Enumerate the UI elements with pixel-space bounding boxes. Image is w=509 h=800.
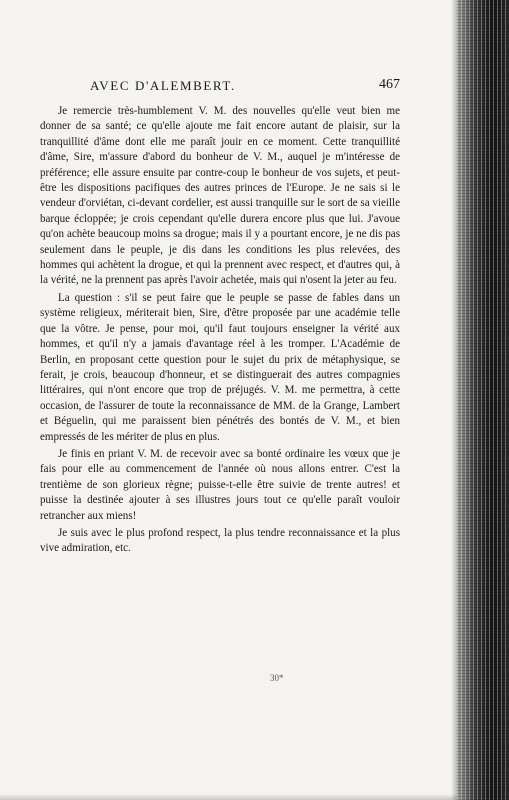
scan-edge-shadow [457, 0, 509, 800]
page-gutter-shadow [451, 0, 457, 800]
paragraph-3: Je finis en priant V. M. de recevoir avec sa bonté ordinaire les vœux que je fais pour elle au commencement de l'année où nous allons entrer. C'est la trentième de son glorieux règne; puisse-t-elle être suivie de trente autres! et puisse la destinée ajouter à ses illustres jours tout ce qu'elle paraît vouloir retrancher aux miens! [40, 447, 400, 522]
signature-mark: 30* [270, 673, 284, 683]
book-page [40, 78, 400, 557]
paragraph-2: La question : s'il se peut faire que le peuple se passe de fables dans un système religieux, mériterait bien, Sire, d'être proposée par une académie telle que la vôtre. Je pense, pour moi, qu'il faut toujours enseigner la vérité aux hommes, et qu'il n'y a jamais d'avantage réel à les tromper. L'Académie de Berlin, en proposant cette question pour le sujet du prix de métaphysique, se ferait, je crois, beaucoup d'honneur, et se distinguerait des autres compagnies littéraires, qui n'ont encore que trop de préjugés. V. M. me permettra, à cette occasion, de l'assurer de toute la reconnaissance de MM. de la Grange, Lambert et Béguelin, qui me paraissent bien pénétrés des bontés de V. M., et bien empressés de les mériter de plus en plus. [40, 291, 400, 443]
paragraph-1: Je remercie très-humblement V. M. des nouvelles qu'elle veut bien me donner de sa santé; ce qu'elle ajoute me fait encore autant de plaisir, sur la tranquillité d'âme dont elle me paraît jouir en ce moment. Cette tranquillité d'âme, Sire, m'assure d'abord du bonheur de V. M., auquel je m'intéresse de préférence; elle assure ensuite par contre-coup le bonheur de vos sujets, et peut-être les dispositions pacifiques des autres princes de l'Europe. Je ne sais si le vendeur d'orviétan, ci-devant cordelier, est aussi tranquille sur le sort de sa vieille barque écloppée; je crois cependant qu'elle durera encore plus que lui. J'avoue qu'on achète beaucoup moins sa drogue; mais il y a pourtant encore, je ne dis pas seulement dans le peuple, je dis dans les conditions les plus relevées, des hommes qui achètent la drogue, et qui la prennent avec respect, et d'autres qui, à la vérité, ne la prennent pas après l'avoir achetée, mais qui n'osent la jeter au feu. [40, 105, 400, 287]
running-head [40, 78, 400, 98]
bottom-edge-shadow [0, 794, 457, 800]
running-title: AVEC D'ALEMBERT. [90, 78, 236, 93]
page-number: 467 [379, 77, 400, 92]
paragraph-4: Je suis avec le plus profond respect, la plus tendre reconnaissance et la plus vive admiration, etc. [40, 526, 400, 555]
